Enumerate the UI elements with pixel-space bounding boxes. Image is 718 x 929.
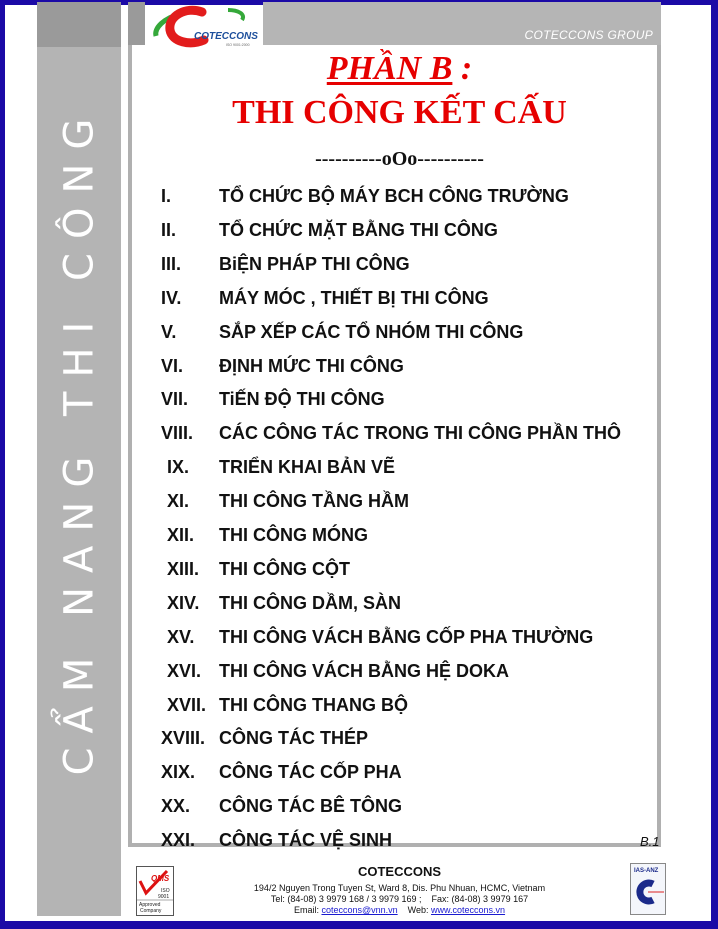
- toc-item-number: VII.: [161, 389, 189, 410]
- toc-item: [133, 661, 666, 695]
- web-link[interactable]: www.coteccons.vn: [431, 905, 506, 915]
- toc-item-title: MÁY MÓC , THIẾT BỊ THI CÔNG: [219, 287, 489, 308]
- footer-company: COTECCONS: [357, 864, 442, 879]
- toc-item-number: IV.: [161, 287, 182, 308]
- toc-item-title: CÔNG TÁC THÉP: [219, 728, 369, 749]
- toc-item: [133, 457, 666, 491]
- svg-text:Approved: Approved: [139, 902, 161, 908]
- toc-item: [133, 220, 666, 254]
- toc-item-number: VIII.: [161, 423, 194, 444]
- toc-item: [133, 593, 666, 627]
- toc-item: [133, 627, 666, 661]
- toc-item-title: CÔNG TÁC BÊ TÔNG: [219, 796, 402, 817]
- header-separator: [128, 2, 145, 47]
- svg-text:Company: Company: [140, 908, 162, 914]
- toc-item: [133, 796, 666, 830]
- toc-item-number: XIII.: [167, 558, 200, 579]
- toc-item-title: THI CÔNG MÓNG: [219, 525, 368, 545]
- footer-address: 194/2 Nguyen Trong Tuyen St, Ward 8, Dis. Phu Nhuan, HCMC, Vietnam: [253, 883, 546, 893]
- footer-tel: Tel: (84-08) 3 9979 168 / 3 9979 169 ;: [270, 894, 422, 904]
- toc-item-title: THI CÔNG TẦNG HẦM: [219, 491, 409, 512]
- toc-item-title: THI CÔNG DẦM, SÀN: [219, 592, 401, 613]
- toc-item: [133, 389, 666, 423]
- toc-item-number: XVII.: [167, 694, 207, 715]
- main-title: THI CÔNG KẾT CẤU: [232, 94, 567, 131]
- toc-item-title: TỔ CHỨC MẶT BẰNG THI CÔNG: [219, 219, 498, 240]
- toc-item-title: THI CÔNG VÁCH BẰNG CỐP PHA THƯỜNG: [219, 626, 594, 647]
- svg-text:IAS-ANZ: IAS-ANZ: [634, 868, 659, 874]
- toc-item: [133, 525, 666, 559]
- toc-item-number: XI.: [167, 491, 190, 512]
- footer: [133, 858, 666, 921]
- svg-text:COTECCONS: COTECCONS: [194, 31, 258, 42]
- toc-item: [133, 762, 666, 796]
- toc-item-number: XIX.: [161, 762, 196, 783]
- toc-item-title: CÔNG TÁC VỆ SINH: [219, 830, 393, 851]
- toc-item-title: TiẾN ĐỘ THI CÔNG: [219, 389, 385, 410]
- svg-text:QMS: QMS: [151, 874, 170, 883]
- toc-item-number: VI.: [161, 355, 184, 376]
- toc-item-title: CÔNG TÁC CỐP PHA: [219, 762, 402, 783]
- svg-text:ISO 9001:2000: ISO 9001:2000: [226, 43, 250, 47]
- toc-item-title: CÁC CÔNG TÁC TRONG THI CÔNG PHẦN THÔ: [219, 423, 621, 444]
- toc-item: [133, 491, 666, 525]
- toc-item: [133, 423, 666, 457]
- toc-item-number: XII.: [167, 525, 195, 545]
- toc-item-title: TỔ CHỨC BỘ MÁY BCH CÔNG TRƯỜNG: [219, 186, 569, 206]
- part-suffix: :: [452, 50, 473, 87]
- toc-item: [133, 695, 666, 729]
- toc-item-title: BiỆN PHÁP THI CÔNG: [219, 253, 410, 274]
- footer-contact: Email: coteccons@vnn.vn Web: www.coteccons.vn: [293, 905, 506, 915]
- toc-item: [133, 728, 666, 762]
- footer-fax: Fax: (84-08) 3 9979 167: [431, 894, 529, 904]
- svg-text:ISO: ISO: [161, 888, 170, 894]
- toc-item: [133, 356, 666, 390]
- toc-item: [133, 559, 666, 593]
- toc-item-number: XIV.: [167, 592, 200, 613]
- toc-item-title: THI CÔNG CỘT: [219, 558, 350, 579]
- coteccons-logo: [150, 2, 262, 48]
- toc-item: [133, 186, 666, 220]
- ias-anz-badge: [630, 863, 666, 915]
- part-title: [133, 50, 666, 88]
- sidebar-vertical-title: [37, 104, 121, 776]
- toc-item-number: III.: [161, 253, 182, 274]
- toc-item-title: TRIỂN KHAI BẢN VẼ: [219, 457, 396, 478]
- toc-item-number: I.: [161, 186, 172, 206]
- toc-item-title: THI CÔNG VÁCH BẰNG HỆ DOKA: [219, 660, 510, 681]
- email-link[interactable]: coteccons@vnn.vn: [321, 905, 398, 915]
- toc-item-number: II.: [161, 219, 177, 240]
- vertical-title-text: CẨM NANG THI CÔNG: [56, 104, 103, 776]
- toc-item-number: XXI.: [161, 830, 196, 851]
- footer-phone: [133, 894, 666, 904]
- svg-text:9001: 9001: [158, 894, 170, 900]
- toc-item-number: XVIII.: [161, 728, 206, 749]
- part-label: PHẦN B: [326, 50, 453, 87]
- sidebar-band-top: [37, 2, 121, 47]
- toc-item-number: IX.: [167, 457, 190, 478]
- toc-item: [133, 288, 666, 322]
- toc-item-number: V.: [161, 321, 177, 342]
- toc-item-title: THI CÔNG THANG BỘ: [219, 694, 408, 715]
- toc-item: [133, 322, 666, 356]
- toc-item-number: XX.: [161, 796, 191, 817]
- toc-item: [133, 254, 666, 288]
- toc-item-number: XV.: [167, 626, 195, 647]
- toc-item-title: SẮP XẾP CÁC TỔ NHÓM THI CÔNG: [219, 321, 524, 342]
- toc-item-number: XVI.: [167, 660, 202, 681]
- page-number: B.1: [640, 834, 660, 849]
- title-divider: ----------oOo----------: [315, 148, 484, 170]
- toc-item-title: ĐỊNH MỨC THI CÔNG: [219, 355, 404, 376]
- header-strip: [263, 2, 661, 45]
- group-label: COTECCONS GROUP: [524, 28, 653, 42]
